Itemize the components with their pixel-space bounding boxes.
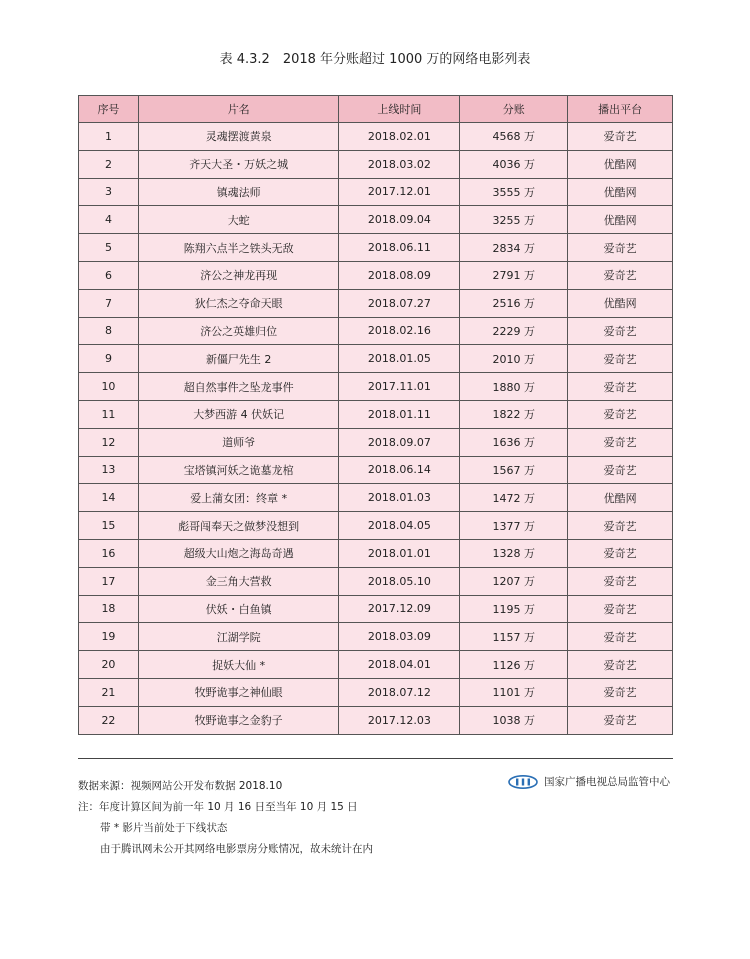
source-note: 数据来源：视频网站公开发布数据 2018.10 — [78, 780, 283, 792]
table-cell: 1567 万 — [460, 456, 568, 484]
table-cell: 11 — [79, 400, 139, 428]
table-cell: 大蛇 — [138, 206, 339, 234]
table-cell: 2018.04.05 — [339, 512, 460, 540]
table-cell: 1880 万 — [460, 373, 568, 401]
table-row — [79, 428, 673, 456]
table-cell: 爱奇艺 — [568, 678, 673, 706]
table-cell: 2018.03.02 — [339, 150, 460, 178]
table-cell: 22 — [79, 706, 139, 734]
table-cell: 20 — [79, 651, 139, 679]
table-cell: 2018.09.04 — [339, 206, 460, 234]
table-cell: 伏妖・白鱼镇 — [138, 595, 339, 623]
table-cell: 10 — [79, 373, 139, 401]
table-cell: 2018.06.14 — [339, 456, 460, 484]
table-row — [79, 261, 673, 289]
table-cell: 2791 万 — [460, 261, 568, 289]
table-row — [79, 484, 673, 512]
table-cell: 2017.12.01 — [339, 178, 460, 206]
table-cell: 2018.03.09 — [339, 623, 460, 651]
table-cell: 17 — [79, 567, 139, 595]
table-cell: 4036 万 — [460, 150, 568, 178]
table-cell: 爱奇艺 — [568, 317, 673, 345]
table-cell: 金三角大营救 — [138, 567, 339, 595]
table-cell: 爱奇艺 — [568, 567, 673, 595]
table-cell: 2018.01.05 — [339, 345, 460, 373]
table-cell: 13 — [79, 456, 139, 484]
table-cell: 2018.07.27 — [339, 289, 460, 317]
table-row — [79, 651, 673, 679]
table-row — [79, 373, 673, 401]
table-row — [79, 289, 673, 317]
table-cell: 爱奇艺 — [568, 261, 673, 289]
table-cell: 爱奇艺 — [568, 539, 673, 567]
table-cell: 爱奇艺 — [568, 595, 673, 623]
table-row — [79, 317, 673, 345]
table-cell: 1822 万 — [460, 400, 568, 428]
table-cell: 超级大山炮之海岛奇遇 — [138, 539, 339, 567]
table-cell: 1207 万 — [460, 567, 568, 595]
table-cell: 1195 万 — [460, 595, 568, 623]
table-cell: 1101 万 — [460, 678, 568, 706]
table-cell: 1636 万 — [460, 428, 568, 456]
header-cell: 上线时间 — [339, 96, 460, 123]
table-cell: 2 — [79, 150, 139, 178]
table-cell: 爱奇艺 — [568, 345, 673, 373]
table-row — [79, 123, 673, 151]
table-row — [79, 595, 673, 623]
table-cell: 8 — [79, 317, 139, 345]
table-row — [79, 567, 673, 595]
table-cell: 爱奇艺 — [568, 623, 673, 651]
table-cell: 4 — [79, 206, 139, 234]
header-cell: 播出平台 — [568, 96, 673, 123]
table-cell: 2017.11.01 — [339, 373, 460, 401]
table-cell: 新僵尸先生 2 — [138, 345, 339, 373]
table-row — [79, 539, 673, 567]
table-cell: 12 — [79, 428, 139, 456]
table-cell: 陈翔六点半之铁头无敌 — [138, 234, 339, 262]
table-cell: 超自然事件之坠龙事件 — [138, 373, 339, 401]
table-cell: 16 — [79, 539, 139, 567]
table-cell: 2018.01.01 — [339, 539, 460, 567]
header-cell: 片名 — [138, 96, 339, 123]
table-cell: 爱奇艺 — [568, 234, 673, 262]
table-cell: 爱奇艺 — [568, 123, 673, 151]
note-offline: 带 * 影片当前处于下线状态 — [100, 822, 228, 834]
table-cell: 1157 万 — [460, 623, 568, 651]
data-table — [78, 95, 673, 735]
agency-name: 国家广播电视总局监管中心 — [544, 776, 670, 788]
table-cell: 2010 万 — [460, 345, 568, 373]
table-cell: 爱奇艺 — [568, 651, 673, 679]
table-row — [79, 678, 673, 706]
table-cell: 18 — [79, 595, 139, 623]
agency-logo-icon — [508, 775, 538, 789]
table-cell: 1038 万 — [460, 706, 568, 734]
table-cell: 2018.04.01 — [339, 651, 460, 679]
table-cell: 大梦西游 4 伏妖记 — [138, 400, 339, 428]
table-cell: 2018.01.03 — [339, 484, 460, 512]
table-cell: 爱奇艺 — [568, 512, 673, 540]
table-cell: 9 — [79, 345, 139, 373]
table-cell: 3255 万 — [460, 206, 568, 234]
table-cell: 宝塔镇河妖之诡墓龙棺 — [138, 456, 339, 484]
table-cell: 灵魂摆渡黄泉 — [138, 123, 339, 151]
table-cell: 7 — [79, 289, 139, 317]
table-cell: 2018.07.12 — [339, 678, 460, 706]
table-cell: 爱奇艺 — [568, 400, 673, 428]
table-cell: 1328 万 — [460, 539, 568, 567]
table-cell: 爱奇艺 — [568, 373, 673, 401]
table-cell: 2018.06.11 — [339, 234, 460, 262]
table-cell: 2834 万 — [460, 234, 568, 262]
table-cell: 3555 万 — [460, 178, 568, 206]
table-row — [79, 706, 673, 734]
table-cell: 2018.05.10 — [339, 567, 460, 595]
agency-credit — [508, 774, 670, 789]
table-cell: 1472 万 — [460, 484, 568, 512]
table-cell: 14 — [79, 484, 139, 512]
table-row — [79, 150, 673, 178]
table-row — [79, 234, 673, 262]
table-cell: 3 — [79, 178, 139, 206]
footnotes — [78, 776, 373, 860]
separator-line — [78, 758, 673, 759]
table-cell: 爱奇艺 — [568, 706, 673, 734]
header-cell: 序号 — [79, 96, 139, 123]
table-cell: 2017.12.03 — [339, 706, 460, 734]
table-row — [79, 623, 673, 651]
table-cell: 6 — [79, 261, 139, 289]
table-row — [79, 206, 673, 234]
table-cell: 济公之神龙再现 — [138, 261, 339, 289]
table-row — [79, 456, 673, 484]
page-title: 表 4.3.2 2018 年分账超过 1000 万的网络电影列表 — [219, 52, 531, 67]
table-cell: 1377 万 — [460, 512, 568, 540]
table-row — [79, 178, 673, 206]
table-cell: 济公之英雄归位 — [138, 317, 339, 345]
table-cell: 19 — [79, 623, 139, 651]
table-cell: 1 — [79, 123, 139, 151]
table-cell: 优酷网 — [568, 178, 673, 206]
table-row — [79, 345, 673, 373]
table-cell: 狄仁杰之夺命天眼 — [138, 289, 339, 317]
table-cell: 道师爷 — [138, 428, 339, 456]
table-cell: 2516 万 — [460, 289, 568, 317]
table-cell: 优酷网 — [568, 484, 673, 512]
table-cell: 2229 万 — [460, 317, 568, 345]
table-cell: 江湖学院 — [138, 623, 339, 651]
table-cell: 2017.12.09 — [339, 595, 460, 623]
table-cell: 爱奇艺 — [568, 428, 673, 456]
table-cell: 15 — [79, 512, 139, 540]
table-body — [79, 123, 673, 735]
table-row — [79, 512, 673, 540]
table-cell: 牧野诡事之金豹子 — [138, 706, 339, 734]
table-cell: 4568 万 — [460, 123, 568, 151]
table-cell: 捉妖大仙 * — [138, 651, 339, 679]
table-cell: 优酷网 — [568, 206, 673, 234]
table-cell: 2018.02.01 — [339, 123, 460, 151]
table-cell: 2018.08.09 — [339, 261, 460, 289]
header-cell: 分账 — [460, 96, 568, 123]
table-cell: 优酷网 — [568, 150, 673, 178]
note-tencent: 由于腾讯网未公开其网络电影票房分账情况，故未统计在内 — [100, 843, 373, 855]
table-cell: 优酷网 — [568, 289, 673, 317]
table-cell: 2018.01.11 — [339, 400, 460, 428]
table-row — [79, 400, 673, 428]
table-cell: 彪哥闯奉天之做梦没想到 — [138, 512, 339, 540]
table-cell: 牧野诡事之神仙眼 — [138, 678, 339, 706]
table-header-row — [79, 96, 673, 123]
note-period: 注：年度计算区间为前一年 10 月 16 日至当年 10 月 15 日 — [78, 801, 358, 813]
table-cell: 21 — [79, 678, 139, 706]
table-cell: 齐天大圣・万妖之城 — [138, 150, 339, 178]
table-cell: 2018.09.07 — [339, 428, 460, 456]
table-cell: 镇魂法师 — [138, 178, 339, 206]
table-cell: 爱奇艺 — [568, 456, 673, 484]
table-cell: 2018.02.16 — [339, 317, 460, 345]
table-cell: 爱上蒲女团：终章 * — [138, 484, 339, 512]
table-cell: 1126 万 — [460, 651, 568, 679]
table-cell: 5 — [79, 234, 139, 262]
